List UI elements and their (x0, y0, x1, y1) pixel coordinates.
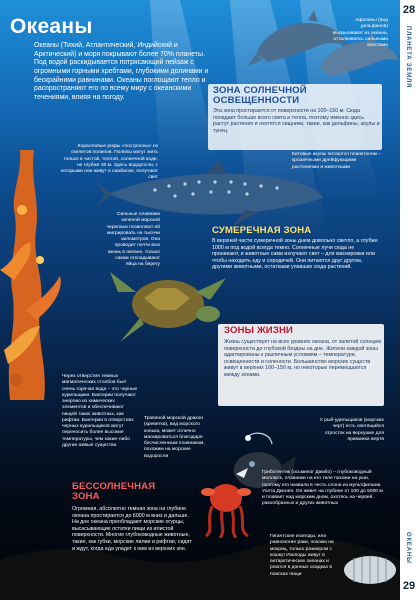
zone-title-life: ЗОНЫ ЖИЗНИ (224, 325, 294, 336)
caption-giant-isopod: Гигантские изоподы, или равноногие раки, похожи на мокриц, только размером с кошку! Изоподы живут в антарктических океанах и роются в донных осадках в поисках пищи (270, 534, 334, 577)
zone-title-twilight: СУМЕРЕЧНАЯ ЗОНА (212, 225, 312, 236)
caption-whale-shark: Китовые акулы питаются планктоном – крошечными дрейфующими растениями и животными (292, 152, 382, 170)
zone-text-sunless: Огромная, абсолютно темная зона на глубине океана простирается до 6000 м вниз и дальше. На дне океана преобладают морские огурцы, высасывающие остатки пищи из илистой поверхности. Многие глубоководные животные, такие, как губки, морские лилии и рифтии, сидят и ждут, когда еда упадет к ним из верхних зон. (72, 506, 192, 552)
page-number-bottom: 29 (402, 580, 416, 592)
caption-dumbo-octopus: Гриботентик (осьминог Дамбо) – глубоководный моллюск, плавники на его теле похожи на уши, поэтому его назвали в честь слона из мультфильма Уолта Диснея. Он живет на глубине от 100 до 5000 м и плавает над морским дном, охотясь на червей, ракообразных и других животных (262, 470, 383, 507)
sidebar-label-planet: ПЛАНЕТА ЗЕМЛЯ (405, 26, 411, 89)
caption-turtle: Сильные плавники зеленой морской черепахи позволяют ей мигрировать на тысячи километров. Она проводит почти всю жизнь в океане, только самки откладывают яйца на берегу (106, 212, 160, 268)
coral-reef-illustration (0, 150, 70, 400)
caption-anglerfish: У рыб-удильщиков (морских черт) есть светящийся отросток на верхушке для приманки жертв (319, 418, 384, 442)
page-number-top: 28 (402, 4, 416, 16)
page-title: Океаны (10, 15, 93, 38)
caption-sea-dragon: Травяной морской дракон (креветка), вид морского конька, может отлично маскироваться благодаря бесчисленным плавникам, похожим на морские водоросли (144, 416, 205, 459)
caption-corals: Коралловые рифы «построены» из скелетов полипов. Полипы могут жить только в чистой, теплой, солнечной воде, не глубже 30 м. Здесь водоросли, с которыми они живут в симбиозе, получают свет (60, 144, 158, 181)
giant-isopod-illustration (340, 552, 400, 588)
zone-text-twilight: В верхней части сумеречной зоны днем довольно светло, а глубже 1000 м под водой всегда темно. Солнечные лучи сюда не проникают, и животные сами излучают свет – для маскировки или чтобы находить еду и сородичей. Они питаются друг другом, другими животными, остатками упавших сюда растений. (212, 238, 378, 271)
intro-paragraph: Океаны (Тихий, Атлантический, Индийский и Арктический) и моря покрывают более 70% планеты. Под водой раскидывается потрясающий пейзаж с огромными горными хребтами, глубокими долинами и бескрайними равнинами. Океаны поглощают тепло и распространяют его по всему миру с океанскими течениями, влияя на погоду. (34, 42, 209, 102)
zone-title-sunlit: ЗОНА СОЛНЕЧНОЙ ОСВЕЩЕННОСТИ (213, 85, 307, 107)
sea-turtle-illustration (110, 258, 230, 348)
zone-text-sunlit: Эта зона простирается от поверхности на 100–150 м. Сюда попадает больше всего света и тепла, поэтому именно здесь растут растения и охотятся хищники, такие, как дельфины, акулы и тунец. (213, 108, 380, 134)
page-sidebar (400, 0, 418, 600)
caption-vents: Через отверстия темных магматических столбов бьет очень горячая вода – это черные курильщики. Бактерии получают энергию из химических элементов и обеспечивают пищей таких животных, как рифтии. Бактерии в отверстиях черных курильщиков могут переносить более высокие температуры, чем какие-либо другие живые существа (62, 374, 138, 448)
dumbo-octopus-illustration (196, 478, 256, 538)
zone-text-life: Жизнь существует на всех уровнях океана, от залитой солнцем поверхности до глубокой бездны на дне. Жители каждой зоны адаптированы к различным условиям – температуре, освещенности и солености. Большинство морских существ живут в верхних 100–150 м, но некоторые перемещаются между зонами. (224, 339, 381, 379)
sidebar-label-oceans: ОКЕАНЫ (405, 532, 411, 564)
zone-title-sunless: БЕССОЛНЕЧНАЯ ЗОНА (72, 481, 156, 503)
caption-dolphins: Афалины (вид дельфинов) выпрыгивают из океана, отталкиваясь сильными хвостами (332, 18, 388, 49)
